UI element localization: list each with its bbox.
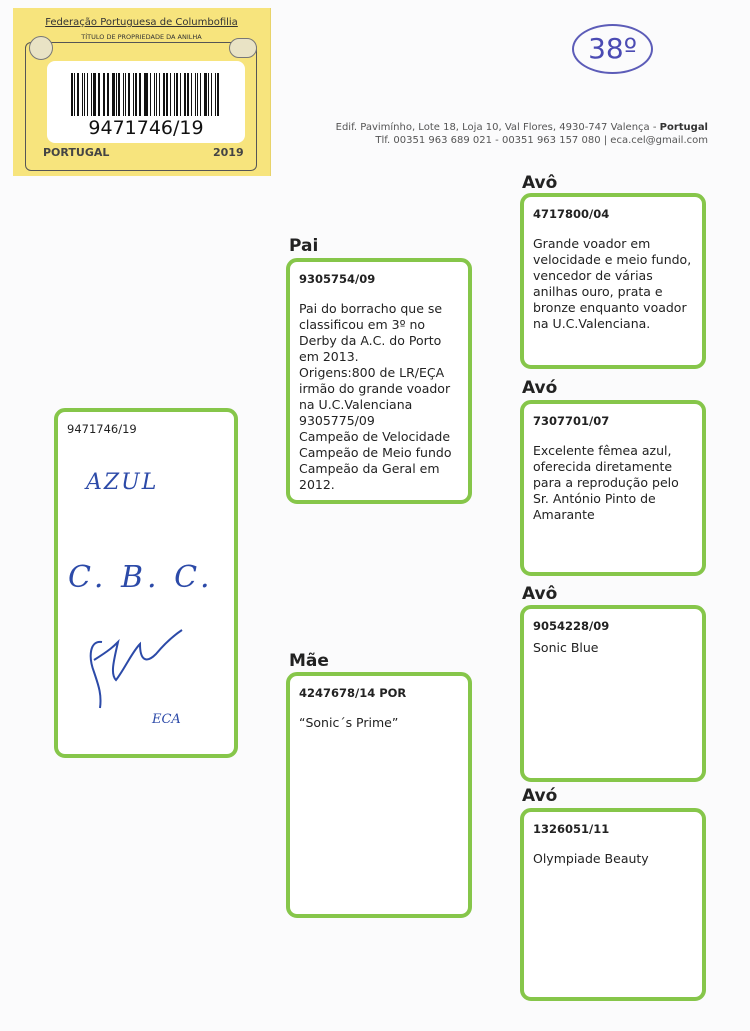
barcode-bar — [104, 73, 105, 116]
barcode — [71, 73, 221, 116]
barcode-number: 9471746/19 — [88, 117, 204, 139]
grandparent-ring: 1326051/11 — [533, 822, 610, 836]
barcode-bar — [187, 73, 189, 116]
bird-ring: 9471746/19 — [67, 422, 137, 436]
barcode-bar — [139, 73, 141, 116]
pai-label: Pai — [289, 236, 319, 256]
grandparent-label: Avô — [522, 173, 558, 193]
sticker-year: 2019 — [213, 146, 244, 159]
barcode-bar — [184, 73, 187, 116]
barcode-bar — [98, 73, 100, 116]
barcode-bar — [191, 73, 192, 116]
barcode-bar — [180, 73, 181, 116]
barcode-bar — [176, 73, 178, 116]
pigeon-logo-icon — [229, 38, 257, 58]
barcode-bar — [200, 73, 201, 116]
grandparent-box — [520, 605, 706, 782]
barcode-bar — [204, 73, 207, 116]
barcode-bar — [166, 73, 169, 116]
address-country: Portugal — [659, 122, 708, 133]
barcode-bar — [71, 73, 73, 116]
sticker-subtitle: TÍTULO DE PROPRIEDADE DA ANILHA — [81, 33, 202, 41]
grandparent-label: Avó — [522, 378, 558, 398]
barcode-bar — [150, 73, 151, 116]
grandparent-label: Avó — [522, 786, 558, 806]
barcode-bar — [154, 73, 155, 116]
pai-description: Pai do borracho que se classificou em 3º no Derby da A.C. do Porto em 2013. Origens:800 de LR/EÇA irmão do grande voador na U.C.Valenciana 9305775/09 Campeão de Velocidade Campeão de Meio fundo Campeão da Geral em 2012. — [299, 301, 452, 492]
barcode-bar — [170, 73, 171, 116]
barcode-bar — [125, 73, 126, 116]
barcode-bar — [195, 73, 197, 116]
barcode-bar — [135, 73, 137, 116]
address-line-1 — [280, 121, 708, 134]
barcode-bar — [118, 73, 120, 116]
grandparent-ring: 9054228/09 — [533, 619, 610, 633]
grandparent-box — [520, 400, 706, 576]
grandparent-box — [520, 193, 706, 369]
barcode-bar — [215, 73, 216, 116]
mae-description: “Sonic´s Prime” — [299, 715, 399, 730]
grandparent-description: Olympiade Beauty — [533, 851, 649, 866]
mae-ring: 4247678/14 POR — [299, 686, 407, 700]
barcode-bar — [211, 73, 212, 116]
grandparent-description: Excelente fêmea azul, oferecida diretamente para a reprodução pelo Sr. António Pinto de Amarante — [533, 443, 679, 522]
barcode-bar — [159, 73, 160, 116]
barcode-bar — [91, 73, 92, 116]
grandparent-description: Grande voador em velocidade e meio fundo, vencedor de várias anilhas ouro, prata e bronze enquanto voador na U.C.Valenciana. — [533, 236, 692, 331]
barcode-bar — [77, 73, 80, 116]
grandparent-box — [520, 808, 706, 1001]
grandparent-ring: 4717800/04 — [533, 207, 610, 221]
barcode-bar — [103, 73, 104, 116]
barcode-bar — [174, 73, 175, 116]
mae-box — [286, 672, 472, 918]
address-line-2: Tlf. 00351 963 689 021 - 00351 963 157 080 | eca.cel@gmail.com — [375, 135, 708, 146]
barcode-bar — [144, 73, 145, 116]
bird-color-handwritten: AZUL — [86, 470, 159, 495]
page-number: 38º — [572, 24, 653, 74]
signature-mark: ECA — [152, 712, 181, 727]
mae-label: Mãe — [289, 651, 329, 671]
sticker-country: PORTUGAL — [43, 146, 110, 159]
address-block — [280, 121, 708, 147]
barcode-bar — [145, 73, 148, 116]
federation-name: Federação Portuguesa de Columbofilia — [45, 17, 238, 28]
pai-ring: 9305754/09 — [299, 272, 376, 286]
ring-sticker — [13, 8, 271, 176]
federation-emblem-icon — [29, 36, 53, 60]
address-street: Edif. Pavimínho, Lote 18, Loja 10, Val Flores, 4930-747 Valença - — [335, 122, 660, 133]
barcode-card — [47, 61, 245, 143]
grandparent-ring: 7307701/07 — [533, 414, 610, 428]
bird-initials-handwritten: C. B. C. — [68, 560, 214, 595]
barcode-bar — [107, 73, 109, 116]
barcode-bar — [163, 73, 165, 116]
barcode-bar — [84, 73, 85, 116]
barcode-bar — [116, 73, 117, 116]
barcode-bar — [156, 73, 158, 116]
barcode-bar — [197, 73, 198, 116]
barcode-bar — [217, 73, 219, 116]
barcode-bar — [87, 73, 89, 116]
barcode-bar — [74, 73, 75, 116]
barcode-bar — [123, 73, 124, 116]
grandparent-description: Sonic Blue — [533, 640, 599, 655]
barcode-bar — [128, 73, 131, 116]
signature-scribble — [80, 620, 190, 715]
pai-box — [286, 258, 472, 504]
grandparent-label: Avô — [522, 584, 558, 604]
barcode-bar — [93, 73, 96, 116]
barcode-bar — [112, 73, 115, 116]
barcode-bar — [82, 73, 83, 116]
barcode-bar — [133, 73, 134, 116]
barcode-bar — [208, 73, 210, 116]
